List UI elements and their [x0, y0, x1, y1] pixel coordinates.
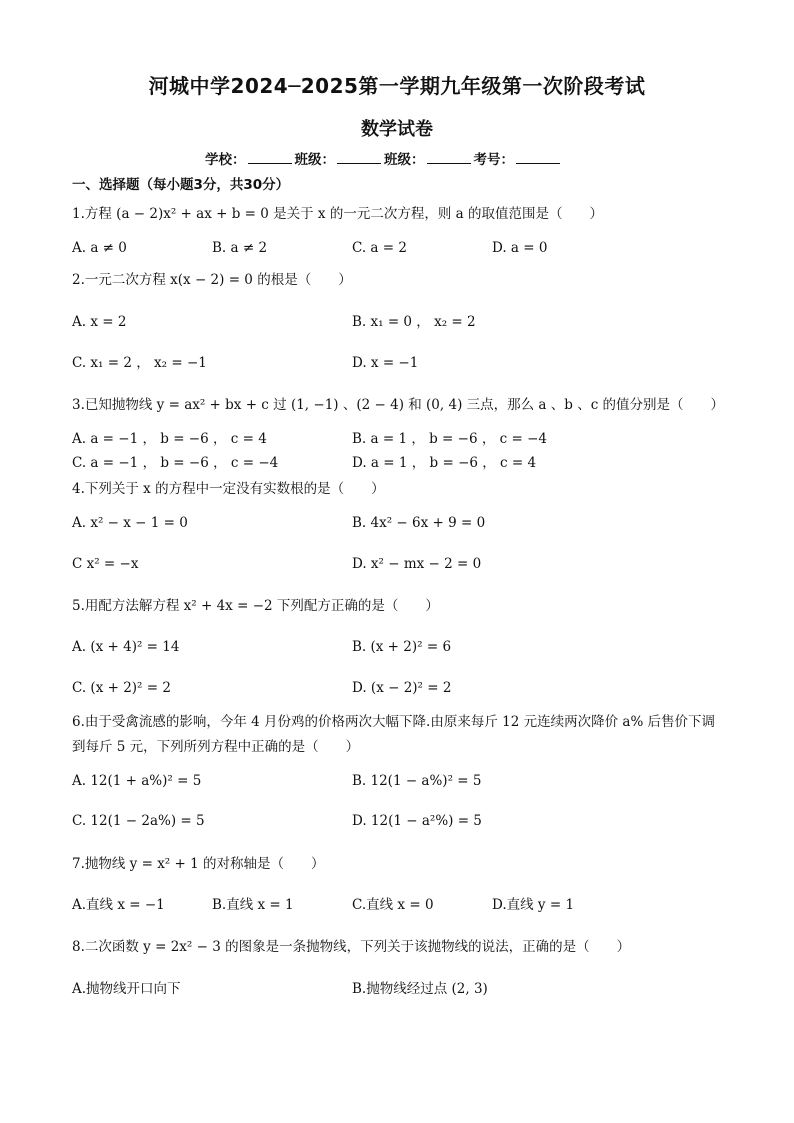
question-6-stem-line-2: 到每斤 5 元，下列所列方程中正确的是（ ） — [72, 739, 360, 755]
exam-no-label: 考号： — [473, 152, 514, 168]
question-6-stem-line-1: 6.由于受禽流感的影响，今年 4 月份鸡的价格两次大幅下降.由原来每斤 12 元连续两次降价 a% 后售价下调 — [72, 714, 716, 730]
question-1-stem: 1.方程 (a − 2)x² + ax + b = 0 是关于 x 的一元二次方程，则 a 的取值范围是（ ） — [72, 206, 603, 222]
q2-option-c[interactable]: C. x₁ = 2 ， x₂ = −1 — [72, 355, 207, 371]
q1-option-d[interactable]: D. a = 0 — [492, 240, 548, 256]
q4-option-c[interactable]: C x² = −x — [72, 556, 139, 572]
q7-option-c[interactable]: C.直线 x = 0 — [352, 897, 434, 913]
q5-option-d[interactable]: D. (x − 2)² = 2 — [352, 680, 452, 696]
q6-option-a[interactable]: A. 12(1 + a%)² = 5 — [72, 773, 202, 789]
question-2-stem: 2.一元二次方程 x(x − 2) = 0 的根是（ ） — [72, 272, 352, 288]
q7-option-a[interactable]: A.直线 x = −1 — [72, 897, 165, 913]
class-label-2: 班级： — [384, 152, 425, 168]
class-label-1: 班级： — [294, 152, 335, 168]
question-5-stem: 5.用配方法解方程 x² + 4x = −2 下列配方正确的是（ ） — [72, 598, 439, 614]
q6-option-d[interactable]: D. 12(1 − a²%) = 5 — [352, 813, 482, 829]
class-blank-1[interactable] — [337, 151, 381, 164]
q7-option-d[interactable]: D.直线 y = 1 — [492, 897, 575, 913]
question-8-stem: 8.二次函数 y = 2x² − 3 的图象是一条抛物线，下列关于该抛物线的说法，正确的是（ ） — [72, 939, 631, 955]
q7-option-b[interactable]: B.直线 x = 1 — [212, 897, 294, 913]
q6-option-c[interactable]: C. 12(1 − 2a%) = 5 — [72, 813, 205, 829]
q6-option-b[interactable]: B. 12(1 − a%)² = 5 — [352, 773, 482, 789]
q4-option-d[interactable]: D. x² − mx − 2 = 0 — [352, 556, 482, 572]
section-heading: 一、选择题（每小题3分，共30分） — [72, 177, 290, 193]
q5-option-a[interactable]: A. (x + 4)² = 14 — [72, 639, 180, 655]
exam-no-blank[interactable] — [516, 151, 560, 164]
q4-option-b[interactable]: B. 4x² − 6x + 9 = 0 — [352, 515, 486, 531]
q2-option-a[interactable]: A. x = 2 — [72, 314, 127, 330]
q1-option-b[interactable]: B. a ≠ 2 — [212, 240, 268, 256]
q2-option-d[interactable]: D. x = −1 — [352, 355, 419, 371]
question-3-stem: 3.已知抛物线 y = ax² + bx + c 过 (1, −1) 、(2 − 4) 和 (0, 4) 三点，那么 a 、b 、c 的值分别是（ ） — [72, 397, 725, 413]
q5-option-b[interactable]: B. (x + 2)² = 6 — [352, 639, 452, 655]
question-7-stem: 7.抛物线 y = x² + 1 的对称轴是（ ） — [72, 856, 325, 872]
class-blank-2[interactable] — [427, 151, 471, 164]
student-info-row — [205, 148, 563, 168]
school-blank[interactable] — [248, 151, 292, 164]
q3-option-d[interactable]: D. a = 1 ， b = −6 ， c = 4 — [352, 455, 537, 471]
q3-option-b[interactable]: B. a = 1 ， b = −6 ， c = −4 — [352, 431, 547, 447]
q1-option-c[interactable]: C. a = 2 — [352, 240, 407, 256]
question-4-stem: 4.下列关于 x 的方程中一定没有实数根的是（ ） — [72, 481, 385, 497]
q3-option-c[interactable]: C. a = −1 ， b = −6 ， c = −4 — [72, 455, 279, 471]
q3-option-a[interactable]: A. a = −1 ， b = −6 ， c = 4 — [72, 431, 267, 447]
q8-option-a[interactable]: A.抛物线开口向下 — [72, 981, 181, 997]
exam-subtitle: 数学试卷 — [361, 119, 433, 140]
exam-title: 河城中学2024─2025第一学期九年级第一次阶段考试 — [148, 74, 646, 98]
q1-option-a[interactable]: A. a ≠ 0 — [72, 240, 127, 256]
q8-option-b[interactable]: B.抛物线经过点 (2, 3) — [352, 981, 488, 997]
q5-option-c[interactable]: C. (x + 2)² = 2 — [72, 680, 171, 696]
q4-option-a[interactable]: A. x² − x − 1 = 0 — [72, 515, 188, 531]
q2-option-b[interactable]: B. x₁ = 0 ， x₂ = 2 — [352, 314, 476, 330]
school-label: 学校： — [205, 152, 246, 168]
